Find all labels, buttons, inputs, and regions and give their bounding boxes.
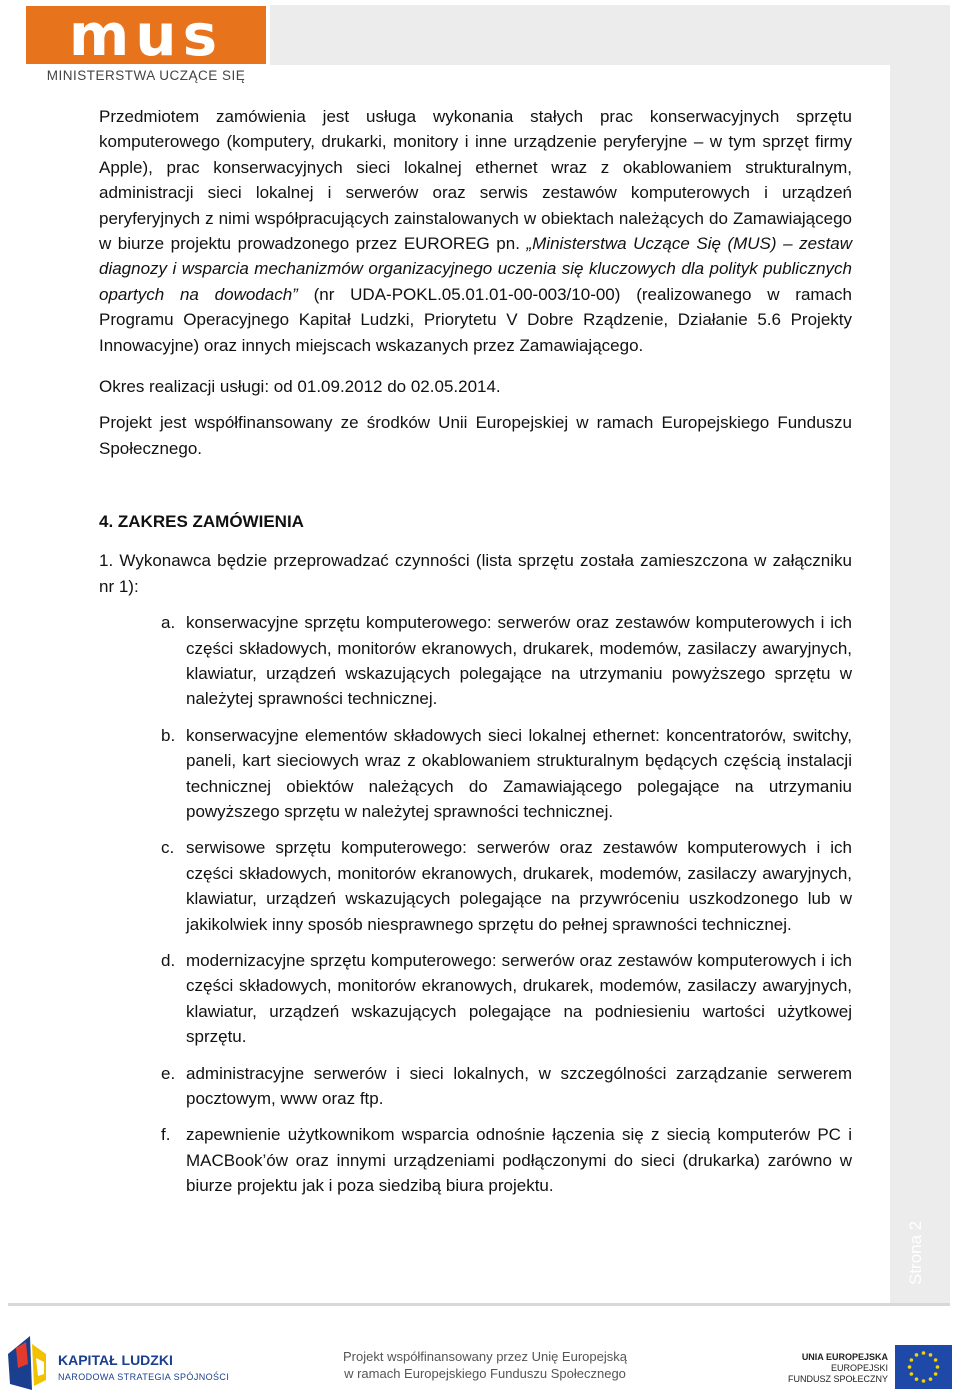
period-paragraph: Okres realizacji usługi: od 01.09.2012 do 02.05.2014. (99, 377, 501, 397)
list-marker: c. (161, 838, 175, 858)
intro-text: Przedmiotem zamówienia jest usługa wykonania stałych prac konserwacyjnych sprzętu komputerowego (komputery, drukarki, monitory i inne urządzenie peryferyjne – w tym sprzęt firmy Apple), prac konserwacyjnych sieci lokalnej ethernet wraz z okablowaniem strukturalnym, administracji sieci lokalnej i serwerów oraz serwis zestawów komputerowych i urządzeń peryferyjnych z nimi współpracujących zainstalowanych w obiektach należących do Zamawiającego w biurze projektu prowadzonego przez EUROREG pn. (99, 107, 852, 254)
header-band (270, 5, 950, 65)
eu-star-icon (915, 1377, 919, 1381)
side-band (890, 65, 950, 1305)
eu-star-icon (934, 1372, 938, 1376)
mus-logo (26, 1, 266, 86)
kl-emblem-icon (6, 1334, 52, 1392)
project-tail: (nr UDA-POKL.05.01.01-00-003/10-00) (realizowanego w ramach Programu Operacyjnego Kapitał Ludzki, Priorytetu V Dobre Rządzenie, Działanie 5.6 Projekty Innowacyjne) oraz innych miejscach wskazanych przez Zamawiającego. (99, 284, 852, 355)
list-item-text: konserwacyjne elementów składowych sieci lokalnej ethernet: koncentratorów, switchy, paneli, kart sieciowych wraz z okablowaniem strukturalnym będących częścią instalacji technicznej obiektów należących do Zamawiającego polegające na utrzymaniu powyższego sprzętu w należytej sprawności technicznej. (186, 725, 852, 821)
list-marker: b. (161, 725, 176, 745)
list-item (99, 1061, 852, 1112)
eu-star-icon (910, 1358, 914, 1362)
document-body (99, 104, 852, 1210)
logo-wordmark: mus (68, 1, 224, 69)
list-item-text: modernizacyjne sprzętu komputerowego: serwerów oraz zestawów komputerowych i ich części składowych, monitorów ekranowych, drukarek, modemów, zasilaczy awaryjnych, klawiatur, urządzeń wskazujących polegające na podniesieniu wartości użytkowej sprzętu. (186, 950, 852, 1047)
eu-line-3: FUNDUSZ SPOŁECZNY (787, 1374, 888, 1384)
list-item (99, 1122, 852, 1198)
list-item (99, 723, 852, 825)
page-number-label: Strona 2 (906, 1220, 925, 1285)
cofinance-paragraph: Projekt jest współfinansowany ze środków Unii Europejskiej w ramach Europejskiego Funduszu Społecznego. (99, 413, 852, 458)
footer-line-1: Projekt współfinansowany przez Unię Europejską (343, 1349, 627, 1364)
footer-cofinance-text (320, 1348, 650, 1382)
kl-subtitle: NARODOWA STRATEGIA SPÓJNOŚCI (58, 1372, 230, 1382)
eu-star-icon (922, 1379, 926, 1383)
eu-star-icon (908, 1365, 912, 1369)
footer-divider (8, 1303, 950, 1306)
eu-flag-icon (895, 1345, 952, 1389)
list-item (99, 835, 852, 937)
kapital-ludzki-logo (6, 1334, 230, 1394)
intro-paragraph (99, 104, 852, 358)
footer-line-2: w ramach Europejskiego Funduszu Społecznego (344, 1366, 626, 1381)
project-title: „Ministerstwa Uczące Się (MUS) – zestaw diagnozy i wsparcia mechanizmów organizacyjnego uczenia się kluczowych dla polityk publicznych opartych na dowodach” (99, 234, 852, 304)
eu-star-icon (922, 1351, 926, 1355)
eu-star-icon (910, 1372, 914, 1376)
list-marker: f. (161, 1125, 171, 1145)
list-item-text: serwisowe sprzętu komputerowego: serwerów oraz zestawów komputerowych i ich części składowych, monitorów ekranowych, drukarek, modemów, zasilaczy awaryjnych, klawiatur, urządzeń wskazujących polegające na przywróceniu uszkodzonego lub w jakikolwiek inny sposób niesprawnego sprzętu do pełnej sprawności technicznej. (186, 838, 852, 934)
list-item (99, 948, 852, 1050)
eu-star-icon (915, 1353, 919, 1357)
list-item (99, 610, 852, 712)
page-footer (0, 1320, 960, 1399)
eu-star-icon (929, 1353, 933, 1357)
logo-subtitle: MINISTERSTWA UCZĄCE SIĘ (46, 68, 246, 83)
eu-star-icon (934, 1358, 938, 1362)
point-1: 1. Wykonawca będzie przeprowadzać czynności (lista sprzętu została zamieszczona w załączniku nr 1): (99, 551, 852, 596)
list-item-text: konserwacyjne sprzętu komputerowego: serwerów oraz zestawów komputerowych i ich części składowych, monitorów ekranowych, drukarek, modemów, zasilaczy awaryjnych, klawiatur, urządzeń wskazujących polegające na utrzymaniu powyższego sprzętu w należytej sprawności technicznej. (186, 613, 852, 709)
eu-star-icon (936, 1365, 940, 1369)
list-item-text: administracyjne serwerów i sieci lokalnych, w szczególności zarządzanie serwerem pocztowym, www oraz ftp. (186, 1063, 852, 1108)
list-marker: a. (161, 613, 176, 633)
kl-title: KAPITAŁ LUDZKI (58, 1352, 173, 1368)
section-heading: 4. ZAKRES ZAMÓWIENIA (99, 512, 304, 532)
list-item-text: zapewnienie użytkownikom wsparcia odnośnie łączenia się z siecią komputerów PC i MACBook’ów oraz innymi urządzeniami podłączonymi do sieci (drukarka) zarówno w biurze projektu jak i poza siedzibą biura projektu. (186, 1125, 852, 1196)
eu-star-icon (929, 1377, 933, 1381)
eu-line-2: EUROPEJSKI (830, 1363, 888, 1373)
logo-box (26, 1, 266, 69)
eu-label (770, 1352, 888, 1385)
list-marker: e. (161, 1063, 176, 1083)
eu-line-1: UNIA EUROPEJSKA (801, 1352, 888, 1362)
list-marker: d. (161, 950, 176, 970)
